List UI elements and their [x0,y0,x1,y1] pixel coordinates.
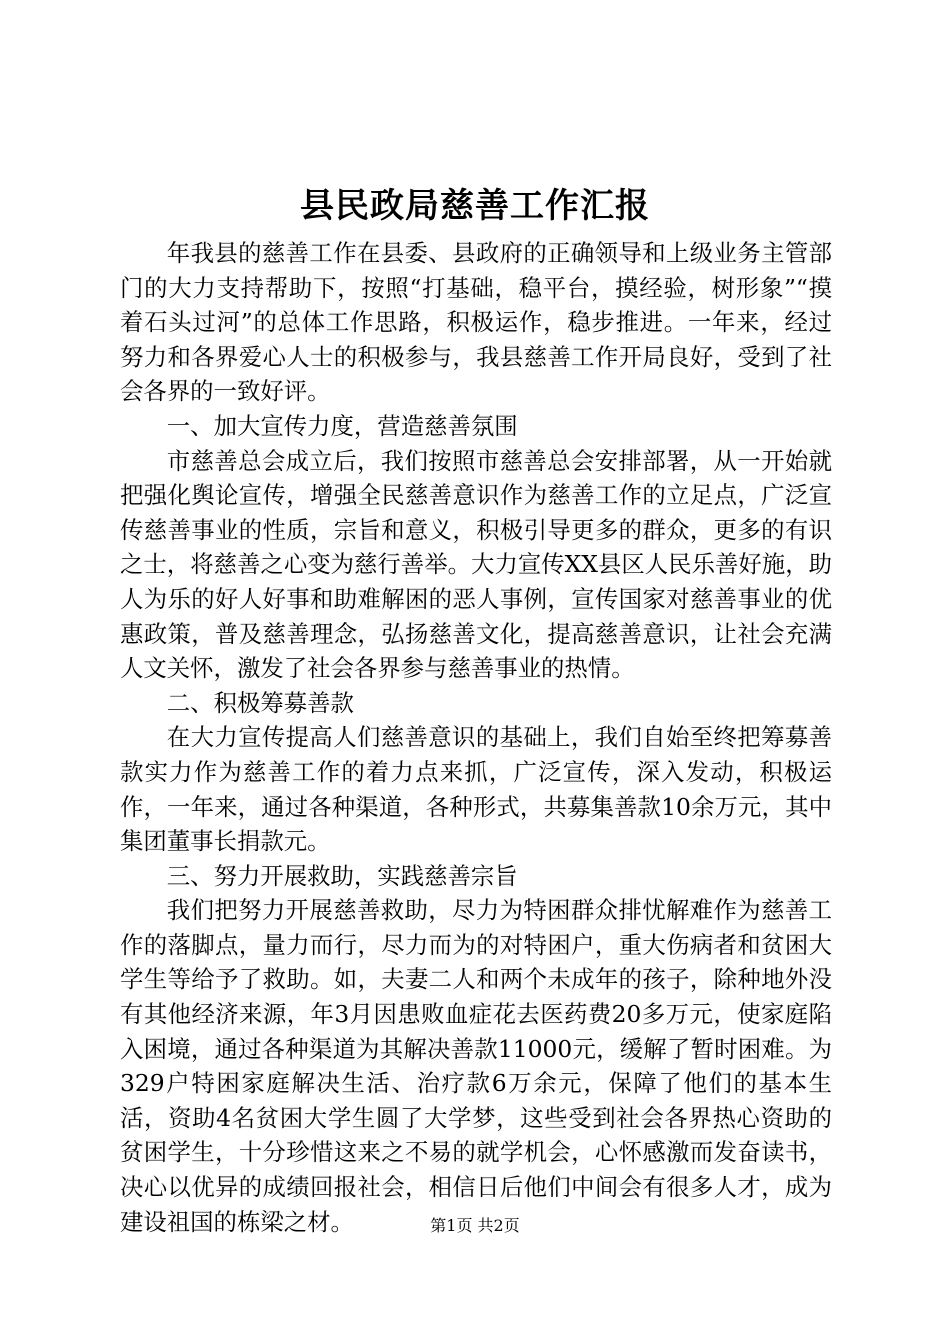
section-heading-2: 二、积极筹募善款 [166,688,354,717]
section-2-paragraph: 在大力宣传提高人们慈善意识的基础上，我们自始至终把筹募善款实力作为慈善工作的着力点来抓，广泛宣传，深入发动，积极运作，一年来，通过各种渠道，各种形式，共募集善款10余万元，其中集团董事长捐款元。 [120,723,832,856]
document-title: 县民政局慈善工作汇报 [300,186,650,226]
page-number-footer: 第1页 共2页 [430,1216,520,1235]
section-heading-1: 一、加大宣传力度，营造慈善氛围 [166,411,518,440]
section-1-paragraph: 市慈善总会成立后，我们按照市慈善总会安排部署，从一开始就把强化舆论宣传，增强全民慈善意识作为慈善工作的立足点，广泛宣传慈善事业的性质，宗旨和意义，积极引导更多的群众，更多的有识之士，将慈善之心变为慈行善举。大力宣传XX县区人民乐善好施，助人为乐的好人好事和助难解困的恶人事例，宣传国家对慈善事业的优惠政策，普及慈善理念，弘扬慈善文化，提高慈善意识，让社会充满人文关怀，激发了社会各界参与慈善事业的热情。 [120,446,832,683]
intro-paragraph: 年我县的慈善工作在县委、县政府的正确领导和上级业务主管部门的大力支持帮助下，按照“打基础，稳平台，摸经验，树形象”“摸着石头过河”的总体工作思路，积极运作，稳步推进。一年来，经过努力和各界爱心人士的积极参与，我县慈善工作开局良好，受到了社会各界的一致好评。 [120,239,832,406]
section-3-paragraph: 我们把努力开展慈善救助，尽力为特困群众排忧解难作为慈善工作的落脚点，量力而行，尽力而为的对特困户，重大伤病者和贫困大学生等给予了救助。如，夫妻二人和两个未成年的孩子，除种地外没有其他经济来源，年3月因患败血症花去医药费20多万元，使家庭陷入困境，通过各种渠道为其解决善款11000元，缓解了暂时困难。为329户特困家庭解决生活、治疗款6万余元，保障了他们的基本生活，资助4名贫困大学生圆了大学梦，这些受到社会各界热心资助的贫困学生，十分珍惜这来之不易的就学机会，心怀感激而发奋读书，决心以优异的成绩回报社会，相信日后他们中间会有很多人才，成为建设祖国的栋梁之材。 [120,896,832,1236]
section-heading-3: 三、努力开展救助，实践慈善宗旨 [166,861,518,890]
document-body [120,236,832,1239]
